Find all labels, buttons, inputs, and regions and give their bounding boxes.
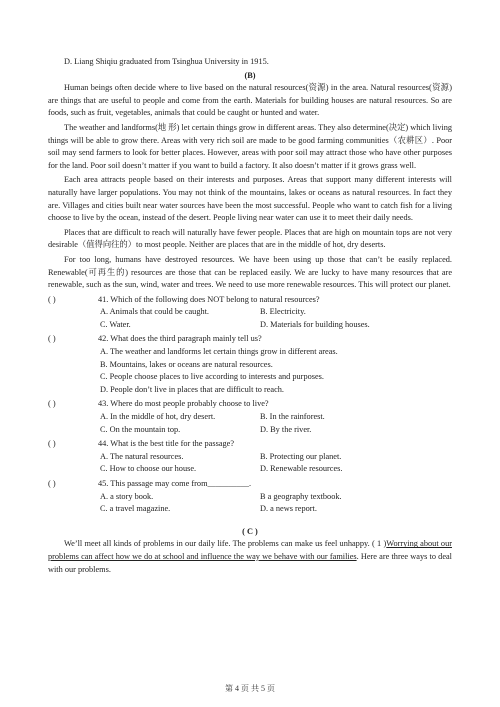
option-c[interactable]: C. How to choose our house. bbox=[100, 464, 197, 474]
section-b-heading: (B) bbox=[244, 70, 256, 80]
option-b[interactable]: B a geography textbook. bbox=[260, 491, 342, 501]
page-footer: 第 4 页 共 5 页 bbox=[225, 684, 275, 693]
answer-paren[interactable]: ( ) bbox=[48, 334, 56, 344]
option-a[interactable]: A. Animals that could be caught. bbox=[100, 307, 209, 317]
option-d[interactable]: D. a news report. bbox=[260, 504, 317, 514]
option-c[interactable]: C. Water. bbox=[100, 319, 131, 329]
question-stem: 45. This passage may come from__________. bbox=[98, 479, 252, 488]
option-c[interactable]: C. On the mountain top. bbox=[100, 424, 181, 434]
underlined-sentence: Worrying about our problems can affect how we do at school and influence the way we behave with our families bbox=[48, 539, 452, 561]
option-d[interactable]: D. Renewable resources. bbox=[260, 464, 343, 474]
option-c[interactable]: C. a travel magazine. bbox=[100, 504, 171, 514]
option-d[interactable]: D. People don’t live in places that are difficult to reach. bbox=[100, 384, 285, 394]
paragraph-b-3: Each area attracts people based on their interests and purposes. Areas that support many different interests will naturally have larger populations. You may not think of the mountains, lakes or oceans as natural resources. In fact they are. Villages and cities built near water sources have been the most successful. People who want to catch fish for a living choose to live by the ocean, instead of the desert. People living near water can use it to meet their daily needs. bbox=[48, 175, 452, 223]
option-b[interactable]: B. Mountains, lakes or oceans are natural resources. bbox=[100, 359, 273, 369]
question-stem: 44. What is the best title for the passage? bbox=[98, 439, 235, 449]
paragraph-b-1: Human beings often decide where to live based on the natural resources(资源) in the area. Natural resources(资源) are things that are useful to people and come from the earth. Materials for building houses are natural resources. So are foods, such as fruit, vegetables, animals that could be caught or hunted and water. bbox=[48, 83, 452, 118]
answer-paren[interactable]: ( ) bbox=[48, 479, 56, 488]
option-b[interactable]: B. Electricity. bbox=[260, 307, 306, 317]
option-a[interactable]: A. The weather and landforms let certain things grow in different areas. bbox=[100, 347, 338, 357]
question-stem: 43. Where do most people probably choose to live? bbox=[98, 399, 269, 409]
question-42 bbox=[48, 333, 452, 396]
question-44 bbox=[48, 438, 452, 476]
option-b[interactable]: B. In the rainforest. bbox=[260, 412, 325, 422]
option-b[interactable]: B. Protecting our planet. bbox=[260, 451, 342, 461]
answer-paren[interactable]: ( ) bbox=[48, 399, 56, 409]
paragraph-c-text-end: . Here are three ways to deal with our problems. bbox=[48, 551, 452, 574]
answer-paren[interactable]: ( ) bbox=[48, 439, 56, 449]
question-43 bbox=[48, 398, 452, 436]
top-line: D. Liang Shiqiu graduated from Tsinghua University in 1915. bbox=[64, 57, 269, 66]
option-a[interactable]: A. In the middle of hot, dry desert. bbox=[100, 412, 216, 422]
option-a[interactable]: A. The natural resources. bbox=[100, 451, 184, 461]
option-d[interactable]: D. By the river. bbox=[260, 424, 312, 434]
paragraph-b-2: The weather and landforms(地 形) let certain things grow in different areas. They also determine(决定) which living things will be able to grow there. Areas with very rich soil are made to be good farming communities（农耕区）. Poor soil may send farmers to look for better places. However, areas with poor soil may attract those who have other purposes for the land. Poor soil doesn’t matter if you want to build a factory. It also doesn’t matter if it grows grass well. bbox=[48, 122, 452, 170]
question-45 bbox=[48, 478, 452, 516]
option-a[interactable]: A. a story book. bbox=[100, 491, 154, 501]
paragraph-c-1 bbox=[48, 538, 452, 576]
question-stem: 41. Which of the following does NOT belong to natural resources? bbox=[98, 294, 320, 304]
option-c[interactable]: C. People choose places to live according to interests and purposes. bbox=[100, 372, 324, 382]
section-c-heading: ( C ) bbox=[242, 526, 258, 536]
paragraph-c-text: We’ll meet all kinds of problems in our daily life. The problems can make us feel unhappy. ( 1 ) bbox=[64, 539, 387, 549]
option-d[interactable]: D. Materials for building houses. bbox=[260, 319, 370, 329]
answer-paren[interactable]: ( ) bbox=[48, 294, 56, 304]
page-content bbox=[48, 56, 452, 576]
question-stem: 42. What does the third paragraph mainly tell us? bbox=[98, 334, 262, 344]
paragraph-b-4: Places that are difficult to reach will naturally have fewer people. Places that are high on mountain tops are not very desirable（值得向往的）to most people. Neither are places that are in the middle of hot, dry deserts. bbox=[48, 227, 452, 250]
question-41 bbox=[48, 294, 452, 332]
paragraph-b-5: For too long, humans have destroyed resources. We have been using up those that can’t be easily replaced. Renewable(可再生的) resources are those that can be replaced easily. We are lucky to have many resources that are renewable, such as the sun, wind, water and trees. We need to use more renewable resources. This will protect our planet. bbox=[48, 254, 452, 290]
